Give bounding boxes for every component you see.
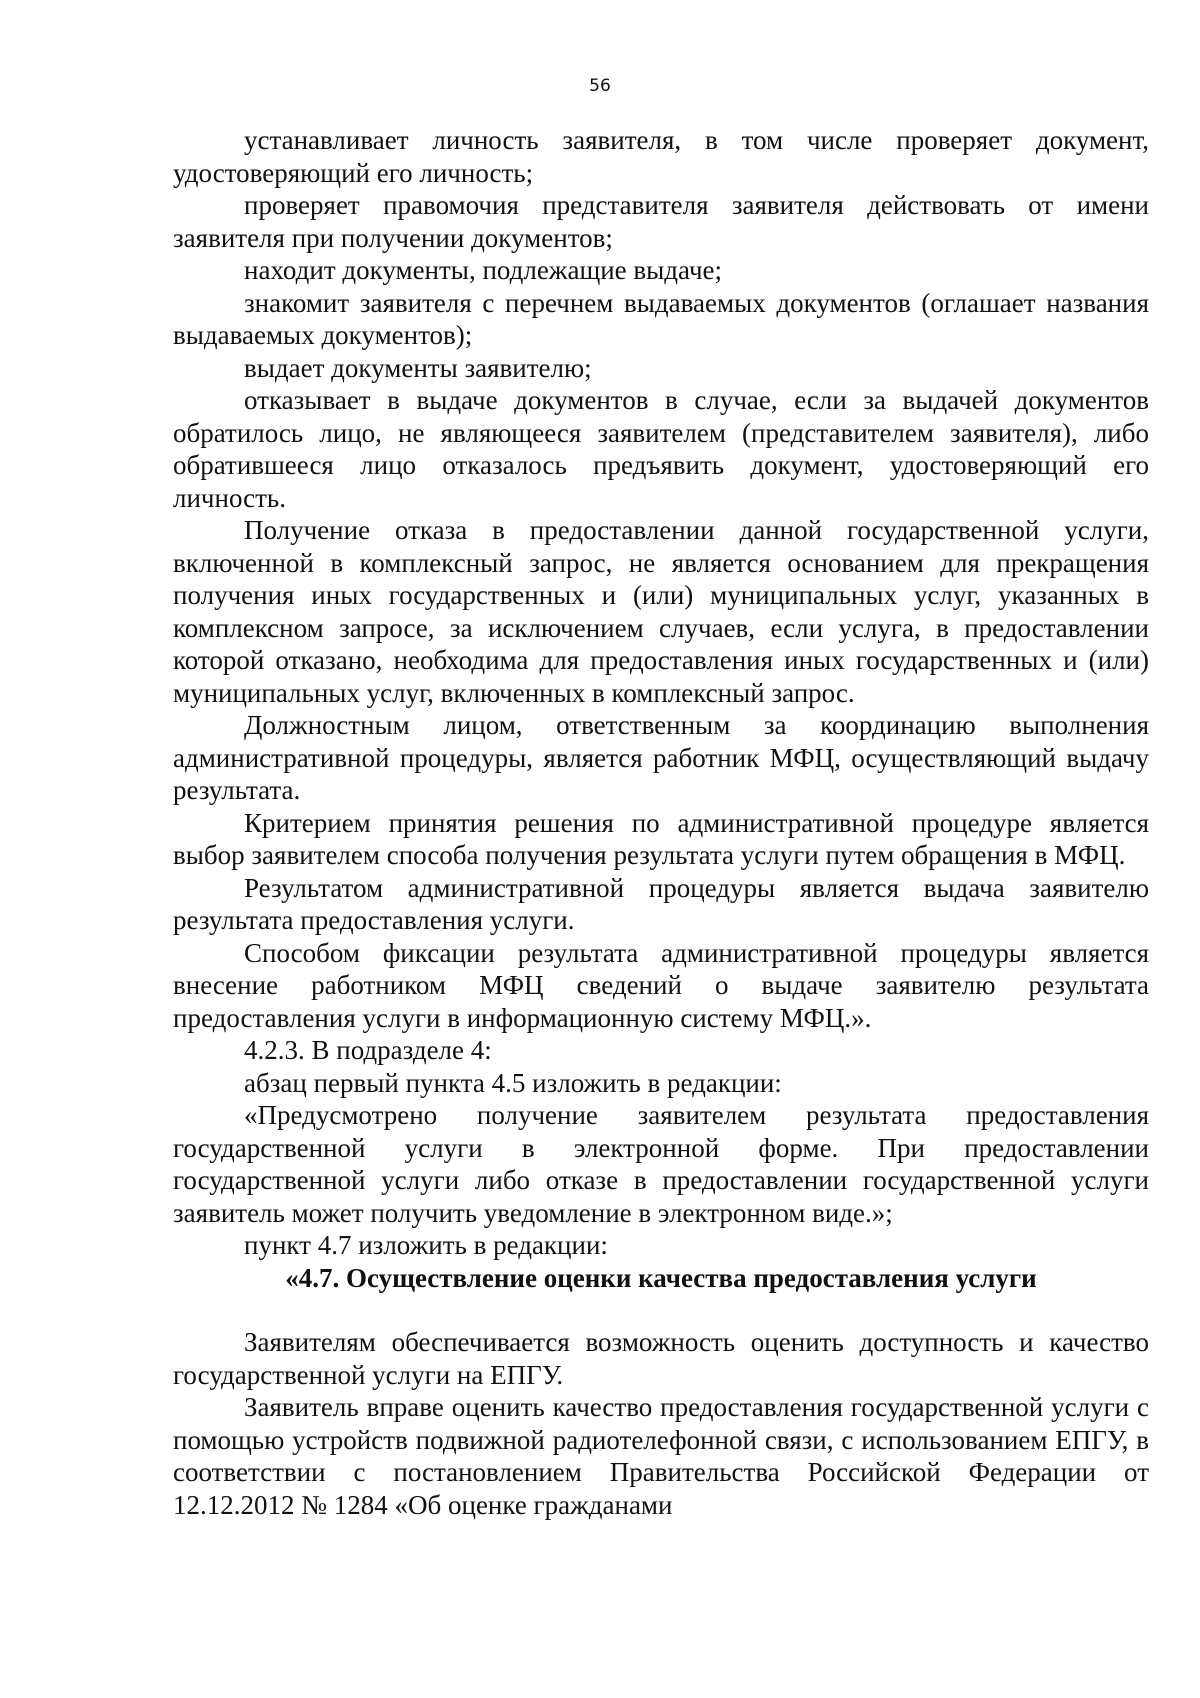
paragraph: Способом фиксации результата административной процедуры является внесение работником МФЦ сведений о выдаче заявителю результата предоставления услуги в информационную систему МФЦ.». [173,937,1149,1033]
paragraph: Заявителям обеспечивается возможность оценить доступность и качество государственной услуги на ЕПГУ. [173,1327,1149,1390]
page-number: 56 [589,76,611,96]
paragraph: абзац первый пункта 4.5 изложить в редакции: [244,1067,782,1098]
paragraph: отказывает в выдаче документов в случае, если за выдачей документов обратилось лицо, не являющееся заявителем (представителем заявителя), либо обратившееся лицо отказалось предъявить документ, удостоверяющий его личность. [173,385,1149,513]
paragraph: устанавливает личность заявителя, в том числе проверяет документ, удостоверяющий его личность; [173,125,1149,188]
paragraph: находит документы, подлежащие выдаче; [244,255,723,285]
paragraph: Результатом административной процедуры является выдача заявителю результата предоставления услуги. [173,872,1149,935]
paragraph: проверяет правомочия представителя заявителя действовать от имени заявителя при получении документов; [173,190,1149,253]
document-body [173,124,1149,1521]
paragraph: пункт 4.7 изложить в редакции: [244,1230,608,1260]
paragraph: 4.2.3. В подразделе 4: [244,1035,492,1065]
paragraph: Должностным лицом, ответственным за координацию выполнения административной процедуры, является работник МФЦ, осуществляющий выдачу результата. [173,710,1149,805]
paragraph: Получение отказа в предоставлении данной государственной услуги, включенной в комплексный запрос, не является основанием для прекращения получения иных государственных и (или) муниципальных услуг, указанных в комплексном запросе, за исключением случаев, если услуга, в предоставлении которой отказано, необходима для предоставления иных государственных и (или) муниципальных услуг, включенных в комплексный запрос. [173,515,1149,708]
paragraph: знакомит заявителя с перечнем выдаваемых документов (оглашает названия выдаваемых документов); [173,287,1149,350]
section-heading: «4.7. Осуществление оценки качества предоставления услуги [285,1262,1037,1293]
paragraph: Заявитель вправе оценить качество предоставления государственной услуги с помощью устройств подвижной радиотелефонной связи, с использованием ЕПГУ, в соответствии с постановлением Правительства Российской Федерации от 12.12.2012 № 1284 «Об оценке гражданами [173,1392,1149,1520]
paragraph: «Предусмотрено получение заявителем результата предоставления государственной услуги в электронной форме. При предоставлении государственной услуги либо отказе в предоставлении государственной услуги заявитель может получить уведомление в электронном виде.»; [173,1100,1149,1228]
paragraph: Критерием принятия решения по административной процедуре является выбор заявителем способа получения результата услуги путем обращения в МФЦ. [173,807,1149,870]
paragraph: выдает документы заявителю; [244,352,592,383]
